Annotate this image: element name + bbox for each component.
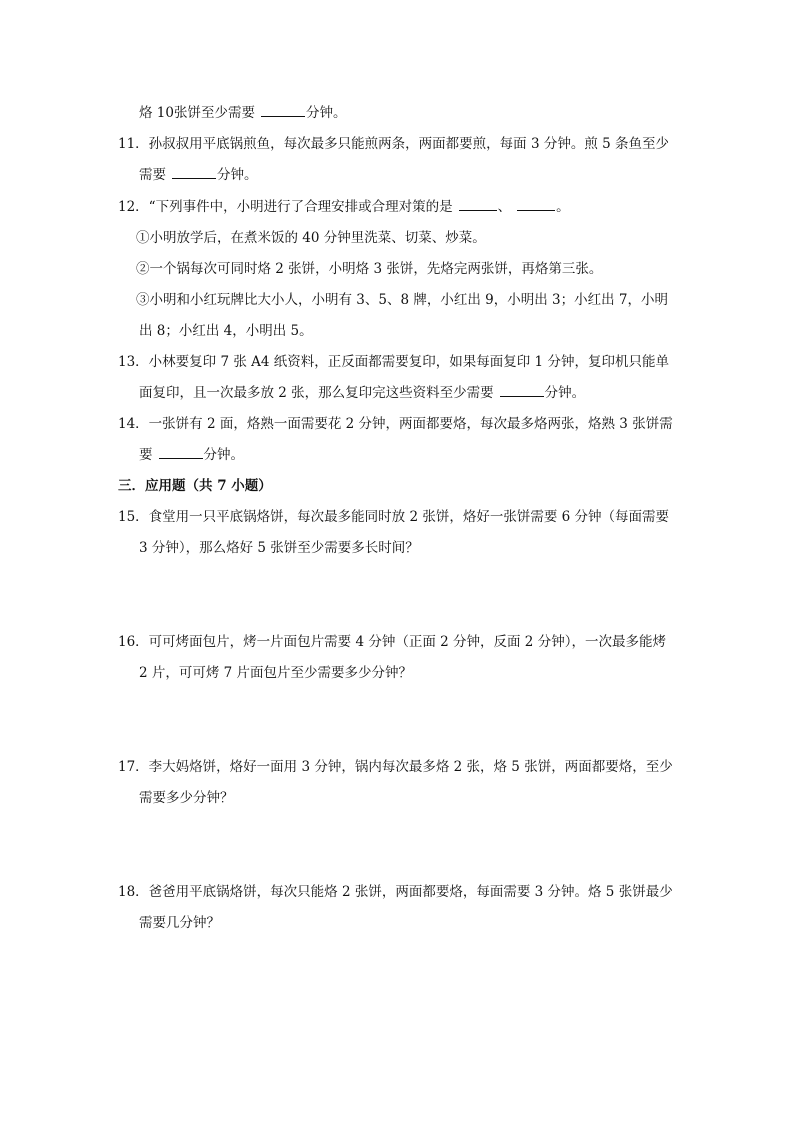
answer-blank <box>172 165 216 179</box>
q14-line2 <box>139 445 244 465</box>
q10-tail <box>139 103 346 123</box>
q12-option-3-line2: 出 8；小红出 4，小明出 5。 <box>139 323 313 339</box>
answer-blank <box>159 445 203 459</box>
q15-line1: 15．食堂用一只平底锅烙饼，每次最多能同时放 2 张饼，烙好一张饼需要 6 分钟（每面需要 <box>118 509 670 525</box>
answer-blank <box>261 103 305 117</box>
q12-option-3-line1: ③小明和小红玩牌比大小人，小明有 3、5、8 牌，小红出 9，小明出 3；小红出 7，小明 <box>136 292 668 308</box>
q18-line2: 需要几分钟？ <box>139 915 220 931</box>
q11-line2-post: 分钟。 <box>217 167 258 183</box>
q17-line2: 需要多少分钟？ <box>139 790 234 806</box>
q12-option-1: ①小明放学后，在煮米饭的 40 分钟里洗菜、切菜、炒菜。 <box>136 230 486 246</box>
q12-option-2: ②一个锅每次可同时烙 2 张饼，小明烙 3 张饼，先烙完两张饼，再烙第三张。 <box>136 261 603 277</box>
q17-line1: 17．李大妈烙饼，烙好一面用 3 分钟，锅内每次最多烙 2 张，烙 5 张饼，两面都要烙，至少 <box>118 759 673 775</box>
q11-line2 <box>139 165 258 185</box>
q14-line2-post: 分钟。 <box>203 447 244 463</box>
q14-line1: 14．一张饼有 2 面，烙熟一面需要花 2 分钟，两面都要烙，每次最多烙两张，烙熟 3 张饼需 <box>118 416 673 432</box>
q12-line1-post: 。 <box>556 199 570 215</box>
q10-tail-text: 烙 10张饼至少需要 <box>139 105 255 121</box>
q12-line1-pre: 12．“下列事件中，小明进行了合理安排或合理对策的是 <box>118 199 453 215</box>
answer-blank <box>517 197 555 211</box>
q16-line2: 2 片，可可烤 7 片面包片至少需要多少分钟？ <box>139 665 413 681</box>
q13-line2-post: 分钟。 <box>544 385 586 401</box>
q11-line1: 11．孙叔叔用平底锅煎鱼，每次最多只能煎两条，两面都要煎，每面 3 分钟。煎 5 条鱼至少 <box>118 136 670 152</box>
q16-line1: 16．可可烤面包片，烤一片面包片需要 4 分钟（正面 2 分钟，反面 2 分钟），一次最多能烤 <box>118 634 666 650</box>
answer-blank <box>459 197 497 211</box>
q12-line1-sep: 、 <box>497 199 512 215</box>
answer-blank <box>500 383 544 397</box>
q13-line1: 13．小林要复印 7 张 A4 纸资料，正反面都需要复印，如果每面复印 1 分钟，复印机只能单 <box>118 354 669 370</box>
q15-line2: 3 分钟），那么烙好 5 张饼至少需要多长时间？ <box>139 540 419 556</box>
q11-line2-pre: 需要 <box>139 167 166 183</box>
q18-line1: 18．爸爸用平底锅烙饼，每次只能烙 2 张饼，两面都要烙，每面需要 3 分钟。烙 5 张饼最少 <box>118 884 673 900</box>
q13-line2 <box>139 383 585 403</box>
q13-line2-pre: 面复印，且一次最多放 2 张，那么复印完这些资料至少需要 <box>139 385 494 401</box>
q12-line1 <box>118 197 570 217</box>
section-heading: 三．应用题（共 7 小题） <box>118 478 272 494</box>
q14-line2-pre: 要 <box>139 447 153 463</box>
q10-tail-post: 分钟。 <box>305 105 347 121</box>
